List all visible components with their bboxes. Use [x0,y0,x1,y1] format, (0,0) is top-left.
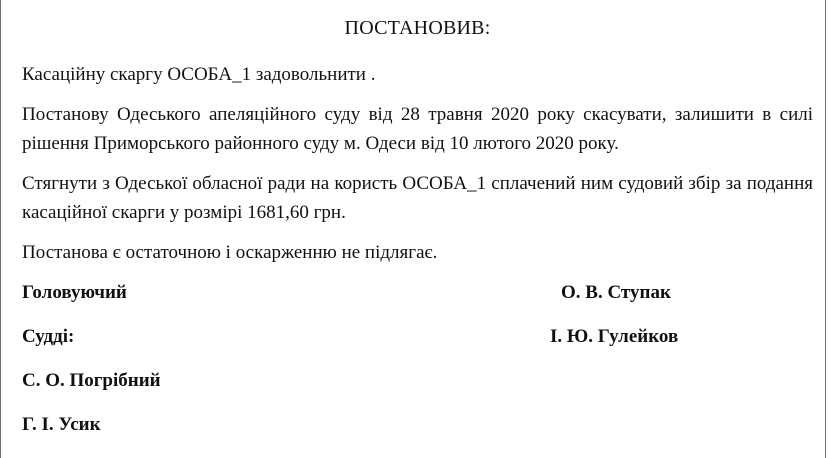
resolution-heading: ПОСТАНОВИВ: [344,17,491,39]
judge-name-2: С. О. Погрібний [22,370,161,391]
presiding-signature-row [22,278,813,307]
document-body [22,14,813,454]
judges-label: Судді: [22,326,75,347]
judge-3-signature-row [22,410,813,439]
presiding-name: О. В. Ступак [561,282,671,303]
judge-name-1: І. Ю. Гулейков [550,326,679,347]
decision-paragraph-3: Стягнути з Одеської обласної ради на користь ОСОБА_1 сплачений ним судовий збір за подання касаційної скарги у розмірі 1681,60 грн. [22,173,813,223]
presiding-label: Головуючий [22,282,127,303]
decision-paragraph-4: Постанова є остаточною і оскарженню не підлягає. [22,242,438,263]
judge-2-signature-row [22,366,813,395]
decision-paragraph-1: Касаційну скаргу ОСОБА_1 задовольнити . [22,64,376,85]
judge-name-3: Г. І. Усик [22,414,101,435]
decision-paragraph-2: Постанову Одеського апеляційного суду від 28 травня 2020 року скасувати, залишити в силі рішення Приморського районного суду м. Одеси від 10 лютого 2020 року. [22,104,813,154]
judges-signature-row [22,322,813,351]
